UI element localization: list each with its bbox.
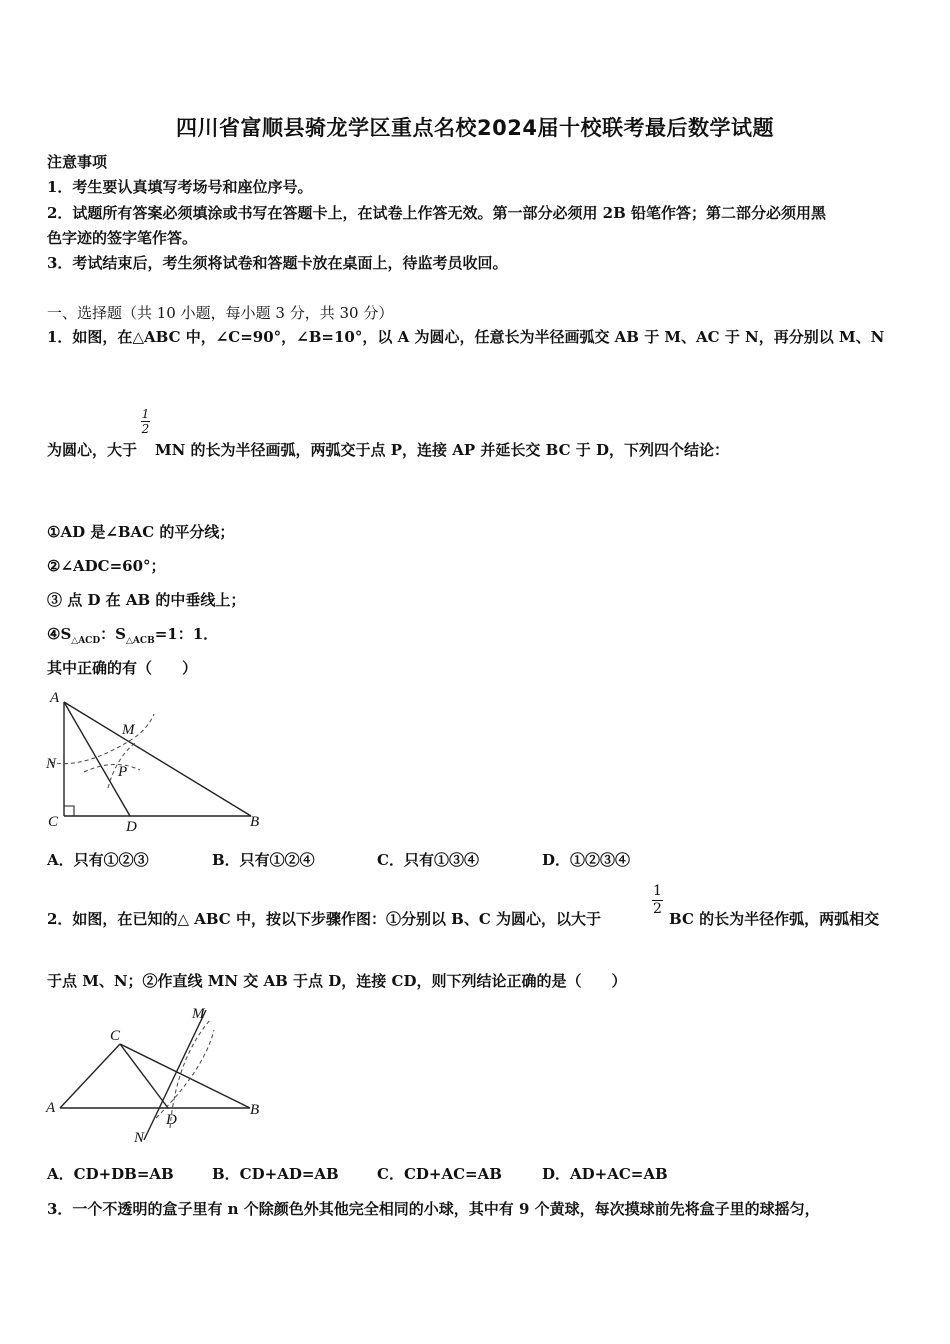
q1-option-d[interactable]: D．①②③④ (542, 851, 631, 869)
q2-seg-ac (60, 1044, 120, 1108)
q1-label-b: B (250, 814, 260, 830)
notice-item-2b: 色字迹的签字笔作答。 (47, 229, 198, 247)
q1-c4-sub2: △ACB (126, 636, 155, 646)
q2-fraction (652, 884, 663, 917)
q1-c4-post: =1：1． (154, 625, 219, 643)
q1-line2a: 为圆心，大于 (47, 441, 138, 459)
q2-label-d: D (166, 1112, 177, 1128)
q2-frac-num: 1 (653, 883, 662, 899)
q2-seg-cd (120, 1044, 168, 1108)
notice-item-1: 1．考生要认真填写考场号和座位序号。 (47, 178, 313, 196)
q2-label-m: M (192, 1006, 205, 1022)
q1-option-c[interactable]: C．只有①③④ (377, 851, 479, 869)
q1-line2b: MN 的长为半径画弧，两弧交于点 P，连接 AP 并延长交 BC 于 D，下列四个结论： (155, 441, 729, 459)
q1-figure (44, 688, 268, 836)
q1-label-a: A (50, 690, 60, 706)
q1-conclusion-2: ②∠ADC=60°； (47, 557, 166, 575)
q1-line1: 1．如图，在△ABC 中，∠C=90°，∠B=10°，以 A 为圆心，任意长为半径画弧交 AB 于 M、AC 于 N，再分别以 M、N (47, 328, 885, 346)
q2-arc-2 (156, 1030, 214, 1118)
q2-label-c: C (110, 1028, 121, 1044)
q2-frac-den: 2 (653, 901, 662, 917)
q1-label-m: M (122, 722, 135, 738)
q3-line1: 3．一个不透明的盒子里有 n 个除颜色外其他完全相同的小球，其中有 9 个黄球，每次摸球前先将盒子里的球摇匀， (47, 1200, 820, 1218)
notice-item-2a: 2．试题所有答案必须填涂或书写在答题卡上，在试卷上作答无效。第一部分必须用 2B 铅笔作答；第二部分必须用黑 (47, 204, 827, 222)
q2-label-b: B (250, 1102, 260, 1118)
q2-label-a: A (46, 1100, 56, 1116)
q2-option-a[interactable]: A．CD+DB=AB (47, 1165, 174, 1183)
q2-line2: 于点 M、N；②作直线 MN 交 AB 于点 D，连接 CD，则下列结论正确的是（ ） (47, 972, 627, 990)
exam-title: 四川省富顺县骑龙学区重点名校2024届十校联考最后数学试题 (176, 116, 774, 140)
q2-line1b: BC 的长为半径作弧，两弧相交 (669, 910, 880, 928)
q1-conclusion-4 (47, 624, 218, 651)
q1-label-d: D (126, 819, 137, 835)
section-heading: 一、选择题（共 10 小题，每小题 3 分，共 30 分） (47, 304, 394, 322)
q2-figure (44, 1000, 268, 1148)
q1-arc-n (84, 764, 140, 772)
q1-c4-sub1: △ACD (71, 636, 101, 646)
q2-option-c[interactable]: C．CD+AC=AB (377, 1165, 502, 1183)
q1-label-c: C (48, 814, 59, 830)
q1-option-b[interactable]: B．只有①②④ (212, 851, 315, 869)
notice-item-3: 3．考试结束后，考生须将试卷和答题卡放在桌面上，待监考员收回。 (47, 254, 508, 272)
q2-option-b[interactable]: B．CD+AD=AB (212, 1165, 339, 1183)
q1-arc-center (50, 714, 154, 764)
q1-frac-num: 1 (141, 407, 150, 421)
notice-heading: 注意事项 (47, 153, 108, 171)
q1-c4-pre: ④S (47, 625, 72, 643)
q1-label-p: P (118, 764, 128, 780)
q1-frac-den: 2 (141, 422, 150, 436)
q2-option-d[interactable]: D．AD+AC=AB (542, 1165, 668, 1183)
q1-prompt: 其中正确的有（ ） (47, 659, 198, 677)
q1-conclusion-1: ①AD 是∠BAC 的平分线； (47, 523, 235, 541)
q1-label-n: N (46, 756, 57, 772)
q1-c4-mid: ：S (100, 625, 126, 643)
q1-conclusion-3: ③ 点 D 在 AB 的中垂线上； (47, 591, 246, 609)
q2-label-n: N (134, 1130, 145, 1146)
q2-line1a: 2．如图，在已知的△ ABC 中，按以下步骤作图：①分别以 B、C 为圆心，以大于 (47, 910, 602, 928)
q1-fraction (141, 408, 150, 435)
q1-right-angle (64, 806, 74, 816)
q1-option-a[interactable]: A．只有①②③ (47, 851, 149, 869)
